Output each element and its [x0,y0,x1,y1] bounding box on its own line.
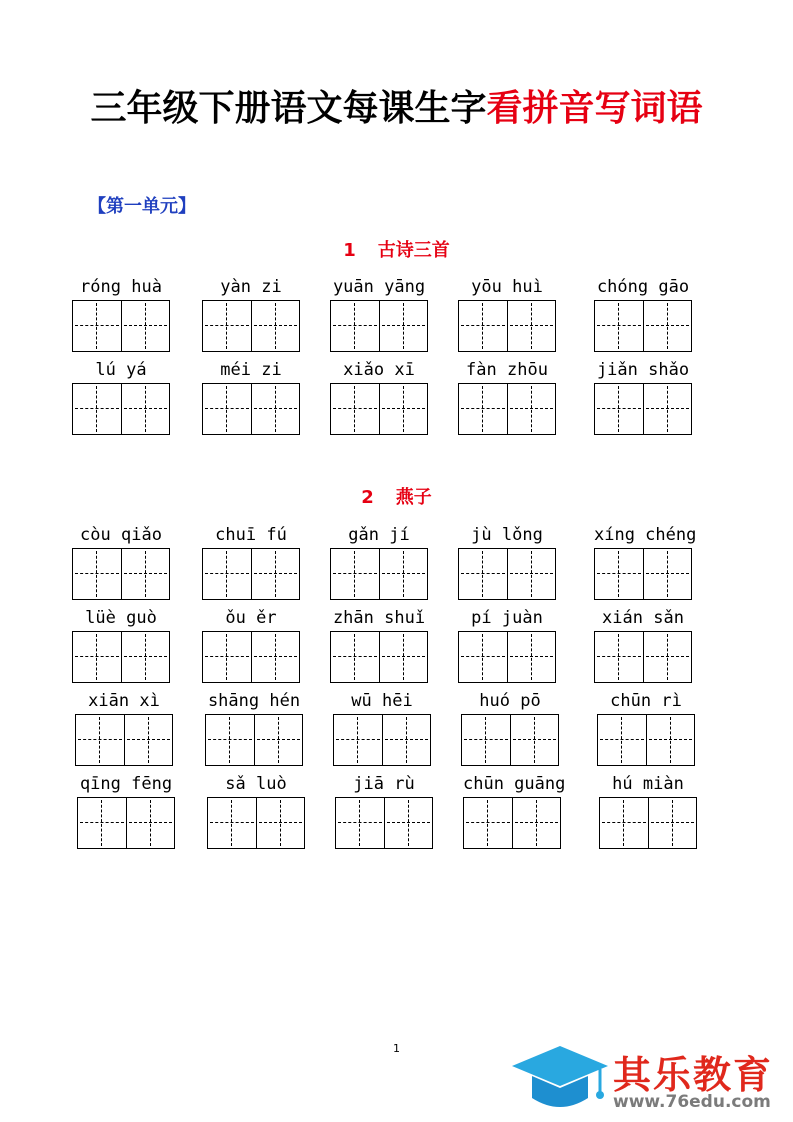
pinyin-label: yuān yāng [332,277,426,297]
tianzige-cell[interactable] [643,549,691,599]
writing-boxes[interactable] [594,300,692,352]
word-item [207,771,305,849]
tianzige-cell[interactable] [251,632,299,682]
writing-boxes[interactable] [335,797,433,849]
writing-boxes[interactable] [72,383,170,435]
word-item [202,274,300,352]
writing-boxes[interactable] [75,714,173,766]
tianzige-cell[interactable] [595,301,643,351]
tianzige-cell[interactable] [251,549,299,599]
graduation-cap-icon [510,1040,610,1118]
tianzige-cell[interactable] [73,301,121,351]
pinyin-label: hú miàn [612,774,684,794]
pinyin-label: xíng chéng [594,525,697,545]
tianzige-cell[interactable] [73,549,121,599]
writing-boxes[interactable] [458,548,556,600]
tianzige-cell[interactable] [73,632,121,682]
writing-boxes[interactable] [202,300,300,352]
word-item [202,522,300,600]
writing-boxes[interactable] [594,383,692,435]
tianzige-cell[interactable] [643,384,691,434]
tianzige-cell[interactable] [208,798,256,848]
writing-boxes[interactable] [202,548,300,600]
pinyin-label: yàn zi [220,277,282,297]
pinyin-label: jù lǒng [471,525,543,545]
writing-boxes[interactable] [202,631,300,683]
tianzige-cell[interactable] [646,715,694,765]
pinyin-label: gǎn jí [348,525,410,545]
pinyin-label: wū hēi [351,691,413,711]
writing-boxes[interactable] [330,631,428,683]
tianzige-cell[interactable] [459,549,507,599]
word-item [72,605,170,683]
word-item [461,688,559,766]
tianzige-cell[interactable] [379,632,427,682]
pinyin-label: chuī fú [215,525,287,545]
title-red: 看拼音写词语 [486,87,703,129]
word-item [75,688,173,766]
word-item [597,688,695,766]
tianzige-cell[interactable] [124,715,172,765]
writing-boxes[interactable] [202,383,300,435]
writing-boxes[interactable] [72,631,170,683]
tianzige-cell[interactable] [595,632,643,682]
tianzige-cell[interactable] [600,798,648,848]
word-item [330,357,428,435]
tianzige-cell[interactable] [507,549,555,599]
pinyin-label: róng huà [80,277,162,297]
tianzige-cell[interactable] [459,632,507,682]
writing-boxes[interactable] [594,548,692,600]
word-item [202,357,300,435]
writing-boxes[interactable] [330,383,428,435]
word-item [599,771,697,849]
word-item [330,605,428,683]
word-item [72,522,170,600]
tianzige-cell[interactable] [459,301,507,351]
tianzige-cell[interactable] [121,549,169,599]
tianzige-cell[interactable] [331,301,379,351]
tianzige-cell[interactable] [382,715,430,765]
pinyin-label: chūn guāng [463,774,566,794]
lesson-name: 古诗三首 [377,240,450,261]
pinyin-label: shāng hén [207,691,301,711]
pinyin-label: méi zi [220,360,282,380]
pinyin-label: yōu huì [471,277,543,297]
tianzige-cell[interactable] [254,715,302,765]
tianzige-cell[interactable] [643,632,691,682]
writing-boxes[interactable] [330,548,428,600]
tianzige-cell[interactable] [648,798,696,848]
brand-logo [510,1040,790,1120]
writing-boxes[interactable] [333,714,431,766]
pinyin-label: ǒu ěr [225,608,277,628]
tianzige-cell[interactable] [595,384,643,434]
page-number: 1 [393,1042,400,1055]
word-item [333,688,431,766]
tianzige-cell[interactable] [203,384,251,434]
pinyin-label: còu qiǎo [80,525,162,545]
writing-boxes[interactable] [458,300,556,352]
writing-boxes[interactable] [207,797,305,849]
pinyin-label: xiān xì [88,691,160,711]
tianzige-cell[interactable] [121,632,169,682]
word-item [335,771,433,849]
pinyin-label: jiā rù [353,774,415,794]
pinyin-label: chóng gāo [596,277,690,297]
word-item [202,605,300,683]
word-item [463,771,566,849]
tianzige-cell[interactable] [336,798,384,848]
word-item [330,274,428,352]
writing-boxes[interactable] [72,548,170,600]
tianzige-cell[interactable] [379,384,427,434]
tianzige-cell[interactable] [203,301,251,351]
pinyin-label: fàn zhōu [466,360,548,380]
lesson-number: 2 [361,487,374,508]
lesson-1-heading [0,236,793,262]
word-item [594,522,697,600]
pinyin-label: xiǎo xī [343,360,415,380]
writing-boxes[interactable] [72,300,170,352]
tianzige-cell[interactable] [507,384,555,434]
tianzige-cell[interactable] [73,384,121,434]
tianzige-cell[interactable] [464,798,512,848]
word-item [458,357,556,435]
logo-name: 其乐教育 [613,1053,774,1097]
word-item [594,274,692,352]
tianzige-cell[interactable] [334,715,382,765]
writing-boxes[interactable] [461,714,559,766]
tianzige-cell[interactable] [251,384,299,434]
tianzige-cell[interactable] [512,798,560,848]
writing-boxes[interactable] [330,300,428,352]
tianzige-cell[interactable] [251,301,299,351]
writing-boxes[interactable] [458,383,556,435]
lesson-2-heading [0,483,793,509]
writing-boxes[interactable] [597,714,695,766]
word-item [330,522,428,600]
tianzige-cell[interactable] [507,632,555,682]
writing-boxes[interactable] [463,797,561,849]
word-item [458,605,556,683]
tianzige-cell[interactable] [510,715,558,765]
pinyin-label: huó pō [479,691,541,711]
writing-boxes[interactable] [594,631,692,683]
tianzige-cell[interactable] [203,632,251,682]
title-black: 三年级下册语文每课生字 [90,87,487,129]
word-item [72,274,170,352]
tianzige-cell[interactable] [379,549,427,599]
tianzige-cell[interactable] [462,715,510,765]
word-item [205,688,303,766]
logo-url: www.76edu.com [613,1092,771,1112]
tianzige-cell[interactable] [331,632,379,682]
word-item [77,771,175,849]
word-item [594,605,692,683]
pinyin-label: lú yá [95,360,147,380]
pinyin-label: chūn rì [610,691,682,711]
writing-boxes[interactable] [77,797,175,849]
tianzige-cell[interactable] [384,798,432,848]
tianzige-cell[interactable] [78,798,126,848]
writing-boxes[interactable] [599,797,697,849]
tianzige-cell[interactable] [331,549,379,599]
pinyin-label: lüè guò [85,608,157,628]
pinyin-label: zhān shuǐ [332,608,426,628]
word-item [72,357,170,435]
pinyin-label: sǎ luò [225,774,287,794]
word-item [458,274,556,352]
tianzige-cell[interactable] [459,384,507,434]
writing-boxes[interactable] [458,631,556,683]
pinyin-label: pí juàn [471,608,543,628]
pinyin-label: jiǎn shǎo [596,360,690,380]
tianzige-cell[interactable] [126,798,174,848]
writing-boxes[interactable] [205,714,303,766]
tianzige-cell[interactable] [203,549,251,599]
tianzige-cell[interactable] [121,384,169,434]
pinyin-label: xián sǎn [602,608,684,628]
lesson-name: 燕子 [395,487,432,508]
tianzige-cell[interactable] [76,715,124,765]
tianzige-cell[interactable] [331,384,379,434]
tianzige-cell[interactable] [507,301,555,351]
lesson-number: 1 [343,240,356,261]
page-title [0,80,793,131]
word-item [458,522,556,600]
tianzige-cell[interactable] [206,715,254,765]
tianzige-cell[interactable] [256,798,304,848]
tianzige-cell[interactable] [643,301,691,351]
tianzige-cell[interactable] [121,301,169,351]
pinyin-label: qīng fēng [79,774,173,794]
word-item [594,357,692,435]
unit-heading: 【第一单元】 [88,196,196,217]
tianzige-cell[interactable] [595,549,643,599]
tianzige-cell[interactable] [379,301,427,351]
tianzige-cell[interactable] [598,715,646,765]
